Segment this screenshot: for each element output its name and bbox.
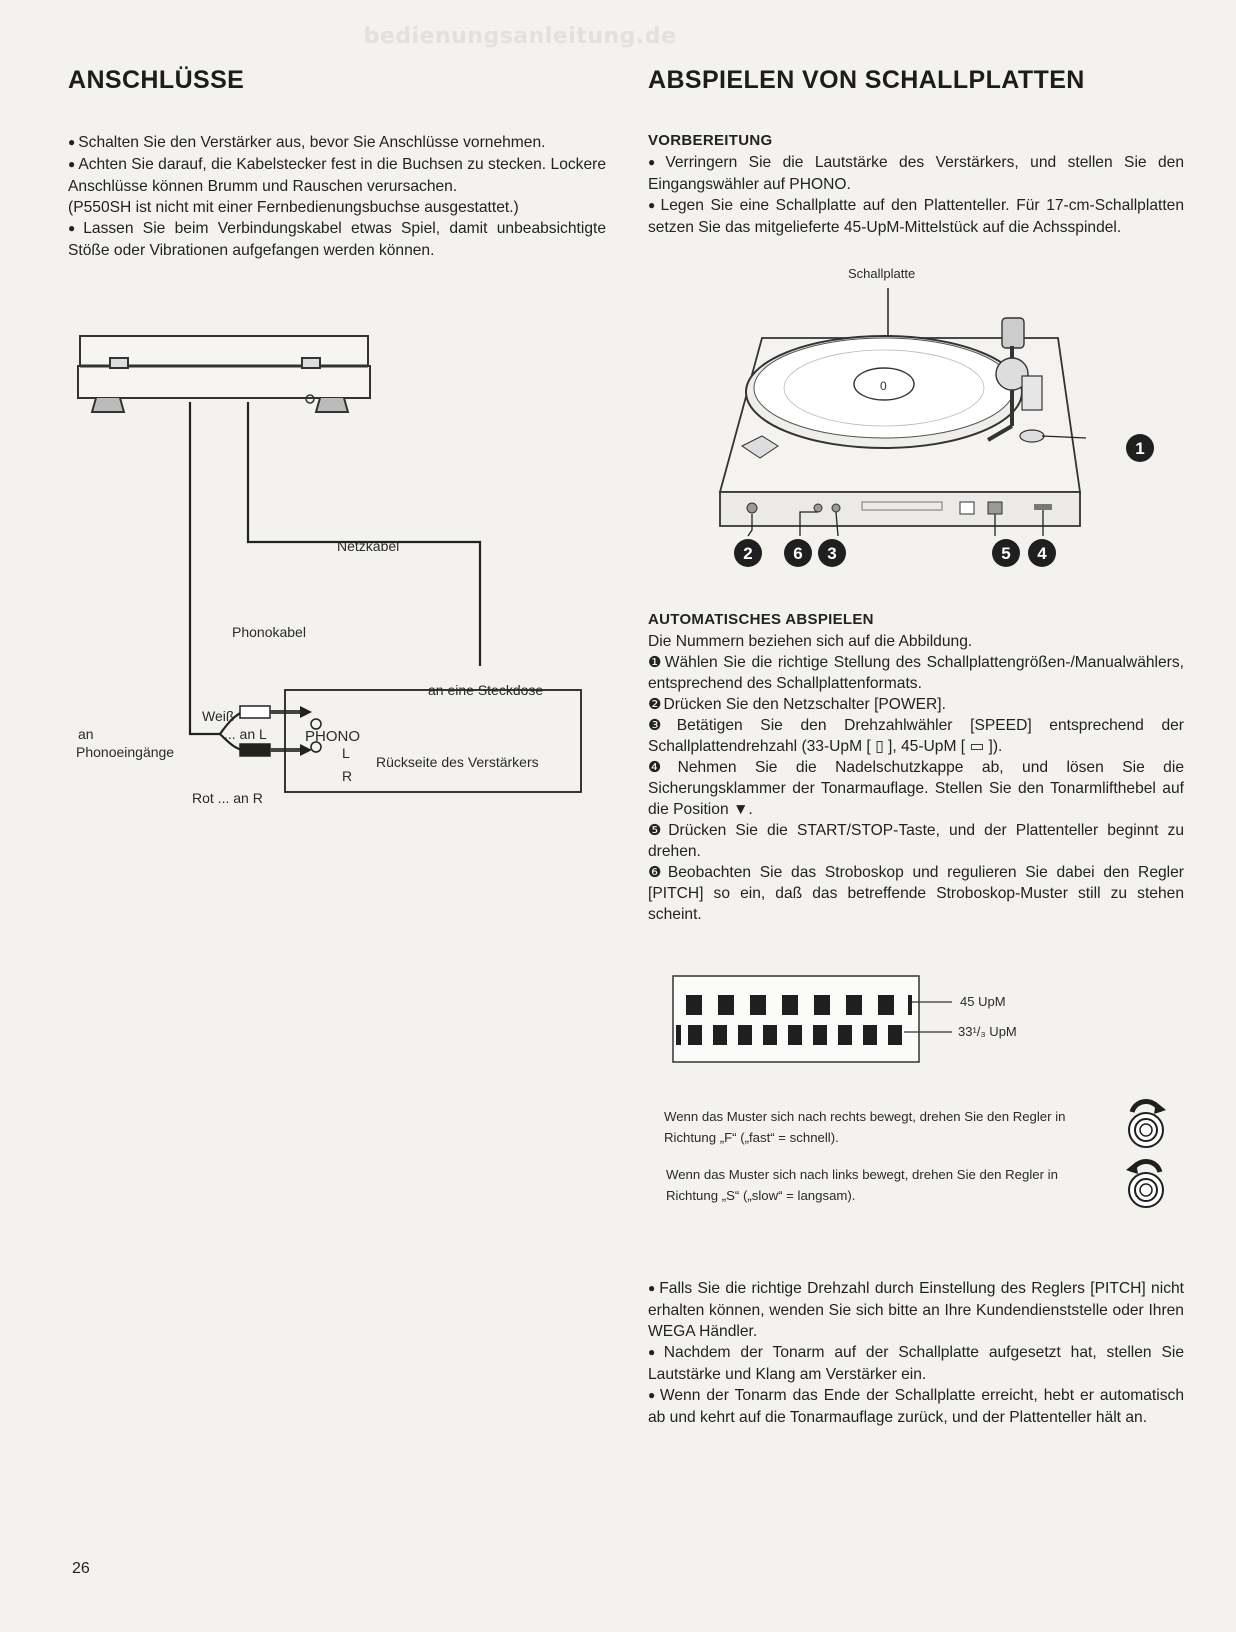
closing-note-1: ● Falls Sie die richtige Drehzahl durch Einstellung des Reglers [PITCH] nicht erhalten können, wenden Sie sich bitte an Ihre Kundendienststelle oder Ihren WEGA Händler. xyxy=(648,1278,1184,1342)
svg-text:4: 4 xyxy=(1037,544,1047,563)
white-label: Weiß xyxy=(202,708,235,724)
strobe-45-label: 45 UpM xyxy=(960,994,1006,1009)
svg-text:1: 1 xyxy=(1135,439,1145,458)
closing-note-3: ● Wenn der Tonarm das Ende der Schallplatte erreicht, hebt er automatisch ab und kehrt auf die Tonarmauflage zurück, und der Plattenteller hält an. xyxy=(648,1385,1184,1428)
stroboscope-pattern xyxy=(672,975,972,1065)
pitch-knob-counterclockwise-icon xyxy=(1126,1156,1166,1212)
red-label: Rot ... an R xyxy=(192,790,263,806)
badge-4-icon xyxy=(1026,537,1058,569)
closing-note-2: ● Nachdem der Tonarm auf der Schallplatte aufgesetzt hat, stellen Sie Lautstärke und Klang am Verstärker ein. xyxy=(648,1342,1184,1385)
preparation-text xyxy=(648,152,1184,238)
step-3: ❸ Betätigen Sie den Drehzahlwähler [SPEED] entsprechend der Schallplattendrehzahl (33-UpM [ ▯ ], 45-UpM [ ▭ ]). xyxy=(648,717,1184,755)
to-label: an xyxy=(78,726,94,742)
auto-play-title: AUTOMATISCHES ABSPIELEN xyxy=(648,611,874,628)
record-label: Schallplatte xyxy=(848,266,916,281)
badge-6-icon xyxy=(782,537,814,569)
pitch-hint-slow: Wenn das Muster sich nach links bewegt, drehen Sie den Regler in Richtung „S“ („slow“ = langsam). xyxy=(666,1167,1058,1203)
auto-play-intro: Die Nummern beziehen sich auf die Abbildung. xyxy=(648,633,973,650)
step-2: ❷ Drücken Sie den Netzschalter [POWER]. xyxy=(648,696,946,713)
power-cable-label: Netzkabel xyxy=(337,538,400,554)
badge-5-icon xyxy=(990,537,1022,569)
preparation-item-1: ● Verringern Sie die Lautstärke des Verstärkers, und stellen Sie den Eingangswähler auf PHONO. xyxy=(648,152,1184,195)
step-4: ❹ Nehmen Sie die Nadelschutzkappe ab, und lösen Sie die Sicherungsklammer der Tonarmauflage. Stellen Sie den Tonarmlifthebel auf die Position ▼. xyxy=(648,759,1184,818)
svg-text:6: 6 xyxy=(793,544,803,563)
badge-1-icon xyxy=(1124,432,1156,464)
badge-2-icon xyxy=(732,537,764,569)
outlet-label: an eine Steckdose xyxy=(428,682,544,698)
pitch-knob-clockwise-icon xyxy=(1126,1096,1166,1152)
preparation-title: VORBEREITUNG xyxy=(648,132,773,149)
page-number: 26 xyxy=(72,1560,90,1577)
left-paragraph-2: ● Achten Sie darauf, die Kabelstecker fest in die Buchsen zu stecken. Lockere Anschlüsse können Brumm und Rauschen verursachen. xyxy=(68,154,606,197)
svg-text:5: 5 xyxy=(1001,544,1011,563)
phono-cable-line xyxy=(190,402,220,734)
amplifier-back-label: Rückseite des Verstärkers xyxy=(376,754,539,770)
left-section-title: ANSCHLÜSSE xyxy=(68,66,245,94)
svg-text:0: 0 xyxy=(880,379,887,393)
badge-3-icon xyxy=(816,537,848,569)
phono-jack-label: PHONO xyxy=(305,728,361,745)
left-paragraph-3: (P550SH ist nicht mit einer Fernbedienungsbuchse ausgestattet.) xyxy=(68,199,519,216)
svg-text:2: 2 xyxy=(743,544,753,563)
step-1: ❶ Wählen Sie die richtige Stellung des Schallplattengrößen-/Manualwählers, entsprechend des Schallplattenformats. xyxy=(648,654,1184,692)
right-section-title: ABSPIELEN VON SCHALLPLATTEN xyxy=(648,66,1085,94)
watermark: bedienungsanleitung.de xyxy=(363,24,677,49)
svg-text:3: 3 xyxy=(827,544,837,563)
strobe-33-label: 33¹/₃ UpM xyxy=(958,1024,1017,1039)
preparation-item-2: ● Legen Sie eine Schallplatte auf den Plattenteller. Für 17-cm-Schallplatten setzen Sie das mitgelieferte 45-UpM-Mittelstück auf die Achsspindel. xyxy=(648,195,1184,238)
turntable-side-view xyxy=(78,336,370,412)
jack-r-label: R xyxy=(342,768,353,784)
left-instructions xyxy=(68,132,606,261)
step-6: ❻ Beobachten Sie das Stroboskop und regulieren Sie dabei den Regler [PITCH] so ein, daß das betreffende Stroboskop-Muster still zu stehen scheint. xyxy=(648,864,1184,923)
jack-l-label: L xyxy=(342,745,350,761)
auto-play-text xyxy=(648,631,1184,925)
phono-cable-label: Phonokabel xyxy=(232,624,306,640)
pitch-hint-fast: Wenn das Muster sich nach rechts bewegt, drehen Sie den Regler in Richtung „F“ („fast“ = schnell). xyxy=(664,1109,1066,1145)
step-5: ❺ Drücken Sie die START/STOP-Taste, und der Plattenteller beginnt zu drehen. xyxy=(648,822,1184,860)
left-paragraph-1: ● Schalten Sie den Verstärker aus, bevor Sie Anschlüsse vornehmen. xyxy=(68,132,606,154)
closing-notes xyxy=(648,1278,1184,1428)
left-channel-label: ... an L xyxy=(224,726,267,742)
phono-inputs-label: Phonoeingänge xyxy=(76,744,175,760)
white-plug-icon xyxy=(240,706,270,718)
turntable-illustration xyxy=(712,286,1172,576)
left-paragraph-4: ● Lassen Sie beim Verbindungskabel etwas Spiel, damit unbeabsichtigte Stöße oder Vibrationen aufgefangen werden können. xyxy=(68,218,606,261)
red-plug-icon xyxy=(240,744,270,756)
